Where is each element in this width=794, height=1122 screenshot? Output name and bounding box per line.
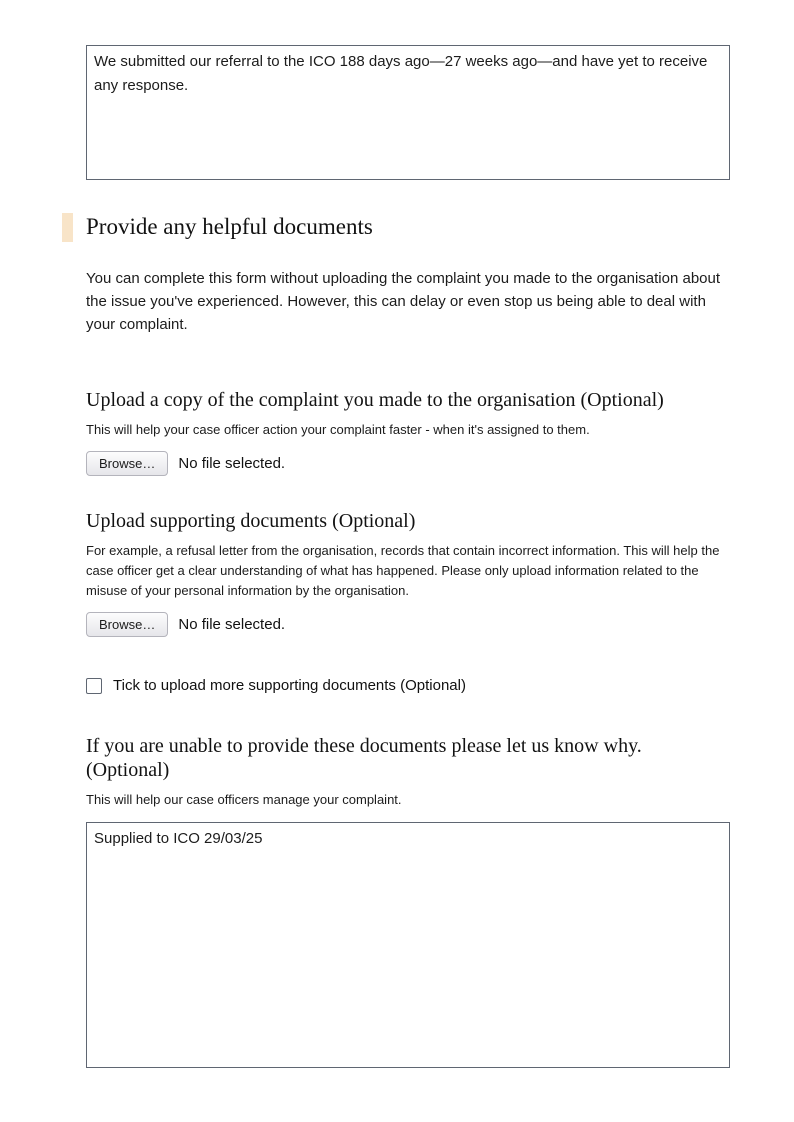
upload-complaint-file-input	[86, 450, 730, 476]
section-heading	[86, 212, 730, 242]
unable-reason-hint: This will help our case officers manage your complaint.	[86, 792, 402, 807]
section-title: Provide any helpful documents	[86, 214, 373, 239]
upload-supporting-heading: Upload supporting documents (Optional)	[86, 510, 416, 532]
upload-complaint-browse-button[interactable]: Browse…	[86, 451, 168, 476]
upload-complaint-hint: This will help your case officer action your complaint faster - when it's assigned to them.	[86, 422, 590, 437]
unable-reason-heading: If you are unable to provide these documents please let us know why. (Optional)	[86, 735, 642, 781]
section-intro-text: You can complete this form without uploading the complaint you made to the organisation about the issue you've experienced. However, this can delay or even stop us being able to deal with your complaint.	[86, 270, 721, 333]
more-documents-checkbox[interactable]	[86, 678, 102, 694]
upload-supporting-browse-button[interactable]: Browse…	[86, 612, 168, 637]
upload-supporting-file-input	[86, 611, 730, 637]
referral-details-textarea[interactable]	[86, 45, 730, 180]
unable-reason-textarea[interactable]	[86, 822, 730, 1068]
heading-accent-bar	[62, 213, 73, 242]
upload-complaint-heading: Upload a copy of the complaint you made to the organisation (Optional)	[86, 389, 664, 411]
upload-complaint-file-status: No file selected.	[178, 454, 286, 472]
more-documents-checkbox-label[interactable]: Tick to upload more supporting documents (Optional)	[113, 677, 466, 694]
upload-supporting-hint: For example, a refusal letter from the organisation, records that contain incorrect information. This will help the case officer get a clear understanding of what has happened. Please only upload information related to the misuse of your personal information by the organisation.	[86, 543, 720, 598]
more-documents-checkbox-row	[86, 677, 730, 694]
upload-supporting-file-status: No file selected.	[178, 615, 286, 633]
